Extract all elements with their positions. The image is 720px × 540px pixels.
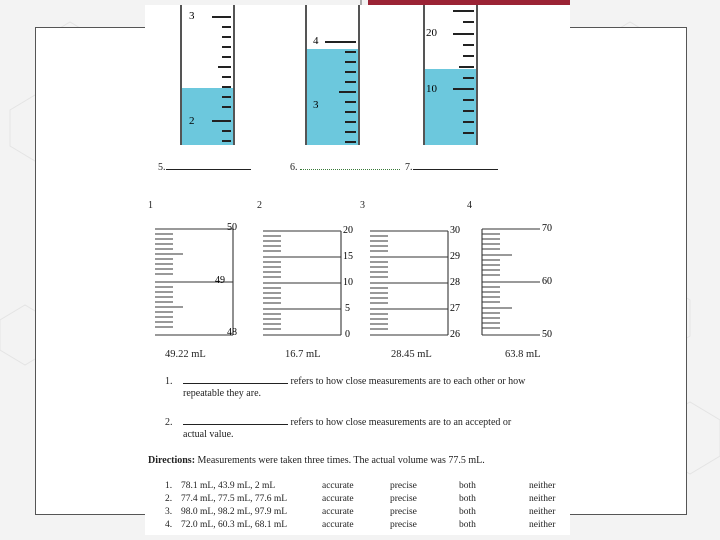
blank-7 <box>405 160 498 173</box>
choice-neither[interactable]: neither <box>529 481 556 491</box>
choice-both[interactable]: both <box>459 520 476 530</box>
choice-precise[interactable]: precise <box>390 520 417 530</box>
worksheet-page <box>145 5 570 535</box>
scale-4-number: 4 <box>467 200 472 211</box>
cylinder-label-bottom: 10 <box>426 83 437 95</box>
choice-neither[interactable]: neither <box>529 507 556 517</box>
cylinder-label-top: 4 <box>313 35 319 47</box>
question-values: 72.0 mL, 60.3 mL, 68.1 mL <box>181 520 288 530</box>
scale-4-reading: 63.8 mL <box>505 349 541 360</box>
definition-2-text-cont: actual value. <box>183 429 234 440</box>
directions-text: Measurements were taken three times. The actual volume was 77.5 mL. <box>197 455 485 466</box>
definition-2-blank[interactable] <box>183 415 288 425</box>
scale-4-tick-2: 50 <box>542 329 552 340</box>
scale-3-tick-3: 27 <box>450 303 460 314</box>
blank-5 <box>158 160 251 173</box>
question-number: 4. <box>165 520 173 530</box>
directions-label: Directions: <box>148 455 196 466</box>
choice-both[interactable]: both <box>459 494 476 504</box>
question-row-2 <box>165 494 565 506</box>
definition-1-number: 1. <box>165 376 173 387</box>
definition-1-text: refers to how close measurements are to each other or how <box>290 376 526 387</box>
definition-2-number: 2. <box>165 417 173 428</box>
choice-accurate[interactable]: accurate <box>322 494 354 504</box>
graduated-cylinder-5 <box>180 5 235 145</box>
blank-6 <box>290 160 400 173</box>
choice-accurate[interactable]: accurate <box>322 507 354 517</box>
blank-6-line[interactable] <box>300 160 400 170</box>
question-number: 1. <box>165 481 173 491</box>
definition-2-text: refers to how close measurements are to an accepted or <box>290 417 512 428</box>
scale-1-tick-1: 49 <box>215 275 225 286</box>
scale-1-tick-0: 50 <box>227 222 237 233</box>
scale-3-tick-0: 30 <box>450 225 460 236</box>
blank-6-number: 6. <box>290 162 298 173</box>
graduated-cylinder-7 <box>423 5 478 145</box>
cylinder-label-bottom: 2 <box>189 115 195 127</box>
question-values: 77.4 mL, 77.5 mL, 77.6 mL <box>181 494 288 504</box>
question-row-4 <box>165 520 565 532</box>
scale-2-number: 2 <box>257 200 262 211</box>
scale-2-tick-3: 5 <box>345 303 350 314</box>
scale-4-tick-1: 60 <box>542 276 552 287</box>
cylinder-label-bottom: 3 <box>313 99 319 111</box>
definition-1 <box>165 374 565 400</box>
choice-precise[interactable]: precise <box>390 494 417 504</box>
scale-2-tick-1: 15 <box>343 251 353 262</box>
scale-2-tick-0: 20 <box>343 225 353 236</box>
choice-precise[interactable]: precise <box>390 481 417 491</box>
question-row-1 <box>165 481 565 493</box>
definition-1-blank[interactable] <box>183 374 288 384</box>
scale-3-number: 3 <box>360 200 365 211</box>
scale-2-tick-2: 10 <box>343 277 353 288</box>
blank-7-number: 7. <box>405 162 413 173</box>
question-values: 98.0 mL, 98.2 mL, 97.9 mL <box>181 507 288 517</box>
scale-3-tick-4: 26 <box>450 329 460 340</box>
choice-accurate[interactable]: accurate <box>322 520 354 530</box>
choice-both[interactable]: both <box>459 481 476 491</box>
question-values: 78.1 mL, 43.9 mL, 2 mL <box>181 481 276 491</box>
cylinder-label-top: 20 <box>426 27 437 39</box>
scale-3-tick-2: 28 <box>450 277 460 288</box>
question-number: 2. <box>165 494 173 504</box>
definition-1-text-cont: repeatable they are. <box>183 388 262 399</box>
question-number: 3. <box>165 507 173 517</box>
choice-accurate[interactable]: accurate <box>322 481 354 491</box>
scale-1-tick-2: 48 <box>227 327 237 338</box>
scale-3-tick-1: 29 <box>450 251 460 262</box>
scale-3-reading: 28.45 mL <box>391 349 432 360</box>
choice-neither[interactable]: neither <box>529 494 556 504</box>
scale-4-tick-0: 70 <box>542 223 552 234</box>
cylinder-label-top: 3 <box>189 10 195 22</box>
blank-5-number: 5. <box>158 162 166 173</box>
scale-2 <box>263 225 363 340</box>
question-row-3 <box>165 507 565 519</box>
choice-neither[interactable]: neither <box>529 520 556 530</box>
scale-1 <box>155 222 255 340</box>
blank-5-line[interactable] <box>166 160 251 170</box>
directions <box>148 455 568 467</box>
graduated-cylinder-6 <box>305 5 360 145</box>
blank-7-line[interactable] <box>413 160 498 170</box>
definition-2 <box>165 415 565 441</box>
scale-4 <box>480 225 570 340</box>
scale-1-number: 1 <box>148 200 153 211</box>
scale-1-reading: 49.22 mL <box>165 349 206 360</box>
scale-2-reading: 16.7 mL <box>285 349 321 360</box>
choice-both[interactable]: both <box>459 507 476 517</box>
choice-precise[interactable]: precise <box>390 507 417 517</box>
scale-3 <box>370 225 470 340</box>
scale-2-tick-4: 0 <box>345 329 350 340</box>
